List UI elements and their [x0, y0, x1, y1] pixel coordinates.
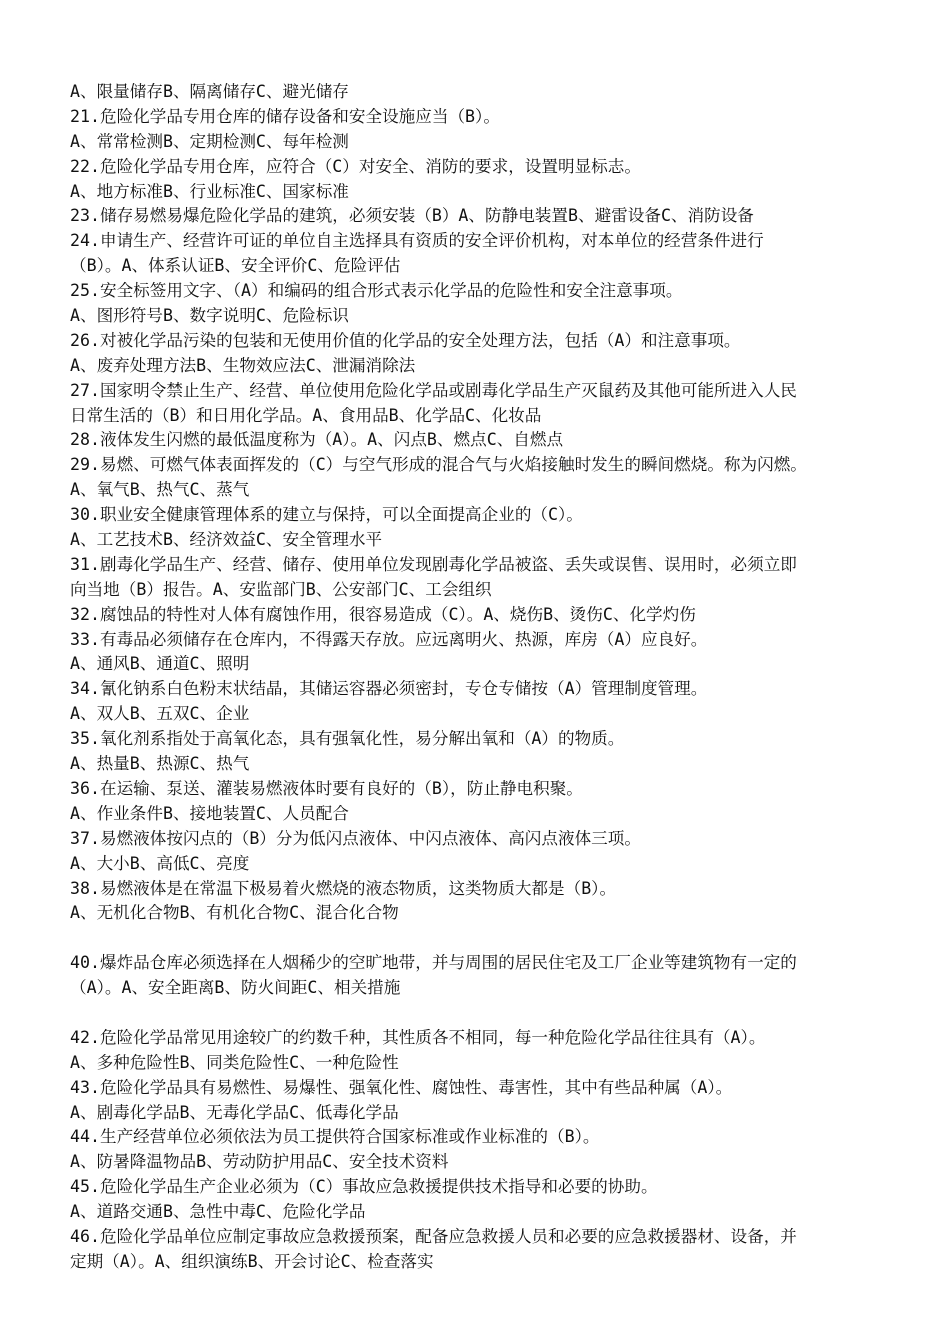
text-line: A、限量储存B、隔离储存C、避光储存: [70, 82, 349, 101]
question-45: 45.危险化学品生产企业必须为（C）事故应急救援提供技术指导和必要的协助。: [70, 1177, 658, 1197]
question-40-continued: （A）。A、安全距离B、防火间距C、相关措施: [70, 978, 401, 998]
question-34: 34.氰化钠系白色粉末状结晶，其储运容器必须密封，专仓专储按（A）管理制度管理。: [70, 679, 708, 699]
question-30: 30.职业安全健康管理体系的建立与保持，可以全面提高企业的（C）。: [70, 505, 583, 525]
question-44: 44.生产经营单位必须依法为员工提供符合国家标准或作业标准的（B）。: [70, 1127, 600, 1147]
question-28: 28.液体发生闪燃的最低温度称为（A）。A、闪点B、燃点C、自燃点: [70, 430, 564, 450]
question-26: 26.对被化学品污染的包装和无使用价值的化学品的安全处理方法，包括（A）和注意事项。: [70, 330, 741, 350]
question-32: 32.腐蚀品的特性对人体有腐蚀作用，很容易造成（C）。A、烧伤B、烫伤C、化学灼伤: [70, 604, 696, 624]
answer-options-25: A、图形符号B、数字说明C、危险标识: [70, 306, 349, 326]
question-40: 40.爆炸品仓库必须选择在人烟稀少的空旷地带，并与周围的居民住宅及工厂企业等建筑物有一定的: [70, 953, 797, 973]
answer-options-43: A、剧毒化学品B、无毒化学品C、低毒化学品: [70, 1102, 399, 1122]
answer-options-30: A、工艺技术B、经济效益C、安全管理水平: [70, 530, 383, 550]
blank-line: [70, 926, 915, 951]
answer-options-35: A、热量B、热源C、热气: [70, 754, 250, 774]
answer-options-21: A、常常检测B、定期检测C、每年检测: [70, 131, 349, 151]
answer-options-36: A、作业条件B、接地装置C、人员配合: [70, 803, 349, 823]
answer-options-44: A、防暑降温物品B、劳动防护用品C、安全技术资料: [70, 1152, 449, 1172]
question-35: 35.氧化剂系指处于高氧化态，具有强氧化性，易分解出氧和（A）的物质。: [70, 729, 625, 749]
answer-options-33: A、通风B、通道C、照明: [70, 654, 250, 674]
question-21: 21.危险化学品专用仓库的储存设备和安全设施应当（B）。: [70, 106, 500, 126]
blank-line: [70, 1001, 915, 1026]
question-25: 25.安全标签用文字、（A）和编码的组合形式表示化学品的危险性和安全注意事项。: [70, 281, 683, 301]
answer-options-22: A、地方标准B、行业标准C、国家标准: [70, 181, 349, 201]
question-29: 29.易燃、可燃气体表面挥发的（C）与空气形成的混合气与火焰接触时发生的瞬间燃烧。称为闪燃。: [70, 455, 807, 475]
document-page: [70, 80, 915, 1275]
answer-options-45: A、道路交通B、急性中毒C、危险化学品: [70, 1202, 366, 1222]
question-38: 38.易燃液体是在常温下极易着火燃烧的液态物质，这类物质大都是（B）。: [70, 878, 617, 898]
question-46-continued: 定期（A）。A、组织演练B、开会讨论C、检查落实: [70, 1251, 434, 1271]
answer-options-34: A、双人B、五双C、企业: [70, 704, 250, 724]
question-46: 46.危险化学品单位应制定事故应急救援预案，配备应急救援人员和必要的应急救援器材、设备，并: [70, 1226, 797, 1246]
question-22: 22.危险化学品专用仓库，应符合（C）对安全、消防的要求，设置明显标志。: [70, 156, 641, 176]
question-36: 36.在运输、泵送、灌装易燃液体时要有良好的（B），防止静电积聚。: [70, 778, 583, 798]
question-37: 37.易燃液体按闪点的（B）分为低闪点液体、中闪点液体、高闪点液体三项。: [70, 828, 641, 848]
answer-options-29: A、氧气B、热气C、蒸气: [70, 480, 250, 500]
question-27: 27.国家明令禁止生产、经营、单位使用危险化学品或剧毒化学品生产灭鼠药及其他可能所进入人民: [70, 380, 797, 400]
question-33: 33.有毒品必须储存在仓库内，不得露天存放。应远离明火、热源，库房（A）应良好。: [70, 629, 708, 649]
answer-options-26: A、废弃处理方法B、生物效应法C、泄漏消除法: [70, 355, 416, 375]
question-31: 31.剧毒化学品生产、经营、储存、使用单位发现剧毒化学品被盗、丢失或误售、误用时，必须立即: [70, 554, 797, 574]
question-24-continued: （B）。A、体系认证B、安全评价C、危险评估: [70, 256, 401, 276]
question-43: 43.危险化学品具有易燃性、易爆性、强氧化性、腐蚀性、毒害性，其中有些品种属（A）。: [70, 1077, 733, 1097]
question-42: 42.危险化学品常见用途较广的约数千种，其性质各不相同，每一种危险化学品往往具有（A）。: [70, 1027, 766, 1047]
question-27-continued: 日常生活的（B）和日用化学品。A、食用品B、化学品C、化妆品: [70, 405, 542, 425]
question-24: 24.申请生产、经营许可证的单位自主选择具有资质的安全评价机构，对本单位的经营条件进行: [70, 231, 764, 251]
question-31-continued: 向当地（B）报告。A、安监部门B、公安部门C、工会组织: [70, 579, 492, 599]
question-23: 23.储存易燃易爆危险化学品的建筑，必须安装（B）A、防静电装置B、避雷设备C、消防设备: [70, 206, 754, 226]
answer-options-38: A、无机化合物B、有机化合物C、混合化合物: [70, 903, 399, 923]
answer-options-42: A、多种危险性B、同类危险性C、一种危险性: [70, 1052, 399, 1072]
answer-options-37: A、大小B、高低C、亮度: [70, 853, 250, 873]
